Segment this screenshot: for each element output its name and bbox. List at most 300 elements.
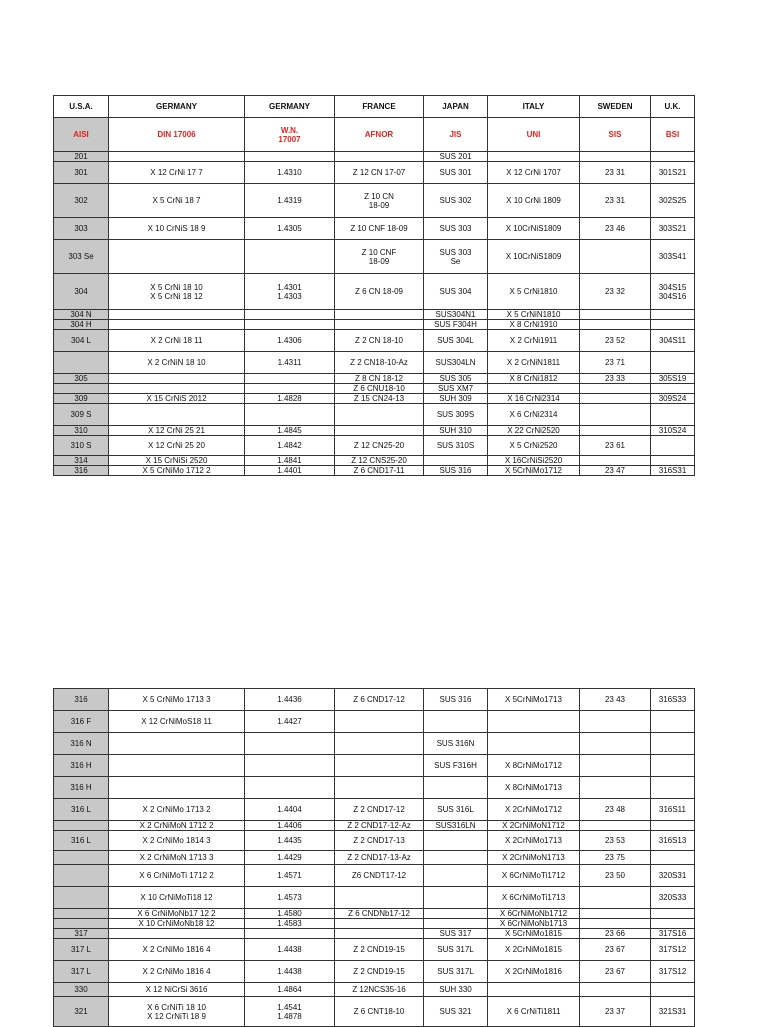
cell-bsi — [651, 152, 695, 162]
cell-bsi — [651, 733, 695, 755]
cell-uni: X 12 CrNi 1707 — [488, 162, 580, 184]
cell-bsi — [651, 404, 695, 426]
cell-aisi: 304 H — [54, 320, 109, 330]
cell-bsi: 321S31 — [651, 997, 695, 1027]
cell-jis: SUS F304H — [424, 320, 488, 330]
cell-bsi — [651, 384, 695, 394]
cell-bsi: 316S33 — [651, 689, 695, 711]
cell-aisi: 310 S — [54, 436, 109, 456]
cell-wn-17007 — [245, 929, 335, 939]
table-row — [54, 394, 695, 404]
cell-jis: SUS 317L — [424, 939, 488, 961]
cell-wn-17007: 1.4583 — [245, 919, 335, 929]
standard-header-sis: SIS — [580, 118, 651, 152]
cell-bsi: 305S19 — [651, 374, 695, 384]
cell-din-17006: X 5 CrNiMo 1713 3 — [109, 689, 245, 711]
cell-sis — [580, 887, 651, 909]
cell-din-17006: X 6 CrNiMoNb17 12 2 — [109, 909, 245, 919]
cell-din-17006 — [109, 777, 245, 799]
cell-wn-17007 — [245, 320, 335, 330]
cell-aisi: 310 — [54, 426, 109, 436]
cell-wn-17007: 1.4438 — [245, 939, 335, 961]
cell-afnor: Z 2 CN18-10-Az — [335, 352, 424, 374]
cell-uni: X 2CrNiMoN1713 — [488, 851, 580, 865]
cell-aisi — [54, 887, 109, 909]
cell-aisi: 316 H — [54, 777, 109, 799]
table-row — [54, 330, 695, 352]
cell-bsi: 302S25 — [651, 184, 695, 218]
cell-uni: X 6CrNiMoNb1713 — [488, 919, 580, 929]
cell-sis: 23 47 — [580, 466, 651, 476]
table-row — [54, 983, 695, 997]
table-row — [54, 755, 695, 777]
cell-bsi — [651, 436, 695, 456]
cell-jis — [424, 887, 488, 909]
cell-wn-17007: 1.4828 — [245, 394, 335, 404]
cell-afnor — [335, 711, 424, 733]
cell-uni: X 6CrNiMoTi1713 — [488, 887, 580, 909]
cell-jis — [424, 865, 488, 887]
cell-afnor: Z 6 CND17-12 — [335, 689, 424, 711]
cell-sis: 23 52 — [580, 330, 651, 352]
cell-wn-17007 — [245, 733, 335, 755]
cell-uni: X 2 CrNi1911 — [488, 330, 580, 352]
standard-header-row — [54, 118, 695, 152]
cell-aisi: 303 Se — [54, 240, 109, 274]
cell-aisi: 317 L — [54, 939, 109, 961]
cell-afnor — [335, 404, 424, 426]
cell-sis: 23 31 — [580, 162, 651, 184]
cell-afnor — [335, 320, 424, 330]
cell-sis: 23 75 — [580, 851, 651, 865]
cell-jis: SUS 316 — [424, 466, 488, 476]
cell-sis — [580, 320, 651, 330]
cell-din-17006 — [109, 310, 245, 320]
cell-aisi: 316 N — [54, 733, 109, 755]
cell-sis: 23 61 — [580, 436, 651, 456]
cell-wn-17007: 1.4301 1.4303 — [245, 274, 335, 310]
cell-din-17006: X 6 CrNiMoTi 1712 2 — [109, 865, 245, 887]
cell-jis: SUS 321 — [424, 997, 488, 1027]
cell-afnor — [335, 733, 424, 755]
cell-din-17006 — [109, 929, 245, 939]
cell-afnor: Z 2 CND17-12-Az — [335, 821, 424, 831]
table-row — [54, 919, 695, 929]
cell-din-17006: X 5 CrNi 18 7 — [109, 184, 245, 218]
cell-sis — [580, 404, 651, 426]
cell-din-17006: X 2 CrNiMoN 1713 3 — [109, 851, 245, 865]
table-row — [54, 777, 695, 799]
cell-uni: X 5 CrNi1810 — [488, 274, 580, 310]
cell-uni: X 8CrNiMo1713 — [488, 777, 580, 799]
cell-uni — [488, 152, 580, 162]
cell-uni: X 2CrNiMo1713 — [488, 831, 580, 851]
cell-uni: X 10 CrNi 1809 — [488, 184, 580, 218]
cell-uni: X 5 CrNi2520 — [488, 436, 580, 456]
cell-sis: 23 67 — [580, 939, 651, 961]
cell-jis: SUS304N1 — [424, 310, 488, 320]
table-row — [54, 887, 695, 909]
cell-bsi — [651, 320, 695, 330]
cell-uni: X 2 CrNiN1811 — [488, 352, 580, 374]
table-row — [54, 310, 695, 320]
cell-uni: X 2CrNiMo1815 — [488, 939, 580, 961]
cell-bsi — [651, 711, 695, 733]
cell-bsi: 304S15 304S16 — [651, 274, 695, 310]
cell-wn-17007 — [245, 374, 335, 384]
cell-uni — [488, 711, 580, 733]
cell-afnor: Z 10 CNF 18-09 — [335, 218, 424, 240]
cell-sis — [580, 909, 651, 919]
cell-din-17006: X 12 CrNi 25 21 — [109, 426, 245, 436]
country-header-uni: ITALY — [488, 96, 580, 118]
cell-aisi: 316 L — [54, 799, 109, 821]
standard-header-aisi: AISI — [54, 118, 109, 152]
steel-grades-table-2 — [53, 688, 695, 1027]
table-row — [54, 689, 695, 711]
cell-aisi: 304 L — [54, 330, 109, 352]
cell-din-17006 — [109, 404, 245, 426]
standard-header-wn-17007: W.N. 17007 — [245, 118, 335, 152]
cell-aisi — [54, 352, 109, 374]
cell-jis — [424, 851, 488, 865]
table-row — [54, 184, 695, 218]
cell-sis — [580, 426, 651, 436]
country-header-din-17006: GERMANY — [109, 96, 245, 118]
cell-wn-17007: 1.4438 — [245, 961, 335, 983]
cell-jis: SUH 309 — [424, 394, 488, 404]
cell-jis: SUS316LN — [424, 821, 488, 831]
cell-afnor: Z 12 CN25-20 — [335, 436, 424, 456]
cell-sis: 23 43 — [580, 689, 651, 711]
cell-bsi — [651, 821, 695, 831]
cell-uni: X 16 CrNi2314 — [488, 394, 580, 404]
cell-uni: X 8CrNiMo1712 — [488, 755, 580, 777]
cell-aisi: 314 — [54, 456, 109, 466]
cell-wn-17007: 1.4310 — [245, 162, 335, 184]
cell-wn-17007: 1.4429 — [245, 851, 335, 865]
cell-aisi: 201 — [54, 152, 109, 162]
cell-afnor: Z 2 CND19-15 — [335, 939, 424, 961]
cell-jis: SUS 303 — [424, 218, 488, 240]
cell-jis: SUS 309S — [424, 404, 488, 426]
cell-jis — [424, 831, 488, 851]
cell-jis — [424, 919, 488, 929]
cell-sis: 23 48 — [580, 799, 651, 821]
cell-jis: SUS 303 Se — [424, 240, 488, 274]
cell-din-17006: X 12 CrNiMoS18 11 — [109, 711, 245, 733]
cell-sis: 23 50 — [580, 865, 651, 887]
table-row — [54, 404, 695, 426]
cell-jis: SUS 201 — [424, 152, 488, 162]
standard-header-uni: UNI — [488, 118, 580, 152]
cell-afnor: Z 8 CN 18-12 — [335, 374, 424, 384]
cell-wn-17007 — [245, 240, 335, 274]
cell-afnor: Z 6 CNDNb17-12 — [335, 909, 424, 919]
cell-aisi: 316 F — [54, 711, 109, 733]
cell-din-17006: X 10 CrNiMoNb18 12 — [109, 919, 245, 929]
cell-wn-17007: 1.4305 — [245, 218, 335, 240]
cell-sis — [580, 240, 651, 274]
table-row — [54, 909, 695, 919]
cell-afnor: Z 12 CNS25-20 — [335, 456, 424, 466]
cell-bsi: 304S11 — [651, 330, 695, 352]
table-row — [54, 384, 695, 394]
cell-bsi: 320S33 — [651, 887, 695, 909]
cell-uni: X 5CrNiMo1712 — [488, 466, 580, 476]
cell-sis: 23 31 — [580, 184, 651, 218]
table-row — [54, 821, 695, 831]
cell-sis — [580, 919, 651, 929]
cell-wn-17007 — [245, 384, 335, 394]
cell-din-17006: X 10 CrNiMoTi18 12 — [109, 887, 245, 909]
cell-din-17006: X 12 NiCrSi 3616 — [109, 983, 245, 997]
cell-afnor: Z 10 CN 18-09 — [335, 184, 424, 218]
cell-din-17006: X 10 CrNiS 18 9 — [109, 218, 245, 240]
cell-wn-17007: 1.4404 — [245, 799, 335, 821]
table-row — [54, 711, 695, 733]
cell-jis: SUS 316N — [424, 733, 488, 755]
table-row — [54, 865, 695, 887]
cell-sis: 23 66 — [580, 929, 651, 939]
cell-din-17006 — [109, 240, 245, 274]
cell-sis — [580, 384, 651, 394]
cell-jis: SUS XM7 — [424, 384, 488, 394]
cell-jis: SUH 330 — [424, 983, 488, 997]
table-row — [54, 851, 695, 865]
cell-aisi: 301 — [54, 162, 109, 184]
cell-wn-17007: 1.4573 — [245, 887, 335, 909]
cell-aisi — [54, 851, 109, 865]
cell-jis: SUH 310 — [424, 426, 488, 436]
cell-aisi: 316 — [54, 466, 109, 476]
cell-afnor — [335, 919, 424, 929]
cell-wn-17007 — [245, 777, 335, 799]
table-row — [54, 320, 695, 330]
country-header-aisi: U.S.A. — [54, 96, 109, 118]
cell-din-17006 — [109, 755, 245, 777]
cell-wn-17007: 1.4864 — [245, 983, 335, 997]
cell-din-17006 — [109, 152, 245, 162]
cell-jis — [424, 711, 488, 733]
cell-afnor: Z 6 CNT18-10 — [335, 997, 424, 1027]
cell-jis: SUS 310S — [424, 436, 488, 456]
cell-afnor — [335, 929, 424, 939]
cell-jis: SUS 317 — [424, 929, 488, 939]
cell-afnor: Z 15 CN24-13 — [335, 394, 424, 404]
cell-bsi: 316S31 — [651, 466, 695, 476]
table-row — [54, 929, 695, 939]
cell-sis: 23 67 — [580, 961, 651, 983]
cell-aisi: 302 — [54, 184, 109, 218]
standard-header-afnor: AFNOR — [335, 118, 424, 152]
table-row — [54, 961, 695, 983]
cell-wn-17007 — [245, 755, 335, 777]
cell-uni — [488, 733, 580, 755]
cell-bsi: 320S31 — [651, 865, 695, 887]
table-row — [54, 466, 695, 476]
cell-uni: X 8 CrNi1812 — [488, 374, 580, 384]
cell-wn-17007: 1.4427 — [245, 711, 335, 733]
table-row — [54, 152, 695, 162]
cell-uni: X 2CrNiMo1816 — [488, 961, 580, 983]
cell-wn-17007: 1.4580 — [245, 909, 335, 919]
table-row — [54, 218, 695, 240]
cell-aisi: 316 H — [54, 755, 109, 777]
standard-header-jis: JIS — [424, 118, 488, 152]
country-header-jis: JAPAN — [424, 96, 488, 118]
cell-din-17006: X 2 CrNiMoN 1712 2 — [109, 821, 245, 831]
cell-din-17006: X 2 CrNiMo 1816 4 — [109, 939, 245, 961]
cell-jis: SUS 302 — [424, 184, 488, 218]
cell-sis — [580, 456, 651, 466]
cell-wn-17007: 1.4541 1.4878 — [245, 997, 335, 1027]
cell-din-17006: X 5 CrNiMo 1712 2 — [109, 466, 245, 476]
cell-uni: X 16CrNiSi2520 — [488, 456, 580, 466]
cell-afnor: Z 12NCS35-16 — [335, 983, 424, 997]
cell-sis — [580, 152, 651, 162]
cell-uni: X 6CrNiMoNb1712 — [488, 909, 580, 919]
cell-jis: SUS 301 — [424, 162, 488, 184]
cell-jis: SUS F316H — [424, 755, 488, 777]
cell-afnor: Z6 CNDT17-12 — [335, 865, 424, 887]
cell-uni — [488, 384, 580, 394]
cell-afnor: Z 2 CND19-15 — [335, 961, 424, 983]
cell-jis: SUS 305 — [424, 374, 488, 384]
cell-bsi: 316S11 — [651, 799, 695, 821]
cell-bsi — [651, 456, 695, 466]
cell-aisi: 303 — [54, 218, 109, 240]
cell-din-17006: X 15 CrNiS 2012 — [109, 394, 245, 404]
table-row — [54, 997, 695, 1027]
cell-bsi: 310S24 — [651, 426, 695, 436]
cell-din-17006: X 5 CrNi 18 10 X 5 CrNi 18 12 — [109, 274, 245, 310]
cell-uni: X 6CrNiMoTi1712 — [488, 865, 580, 887]
cell-afnor — [335, 887, 424, 909]
cell-wn-17007: 1.4845 — [245, 426, 335, 436]
country-header-row — [54, 96, 695, 118]
cell-wn-17007: 1.4571 — [245, 865, 335, 887]
cell-wn-17007: 1.4841 — [245, 456, 335, 466]
country-header-bsi: U.K. — [651, 96, 695, 118]
cell-afnor: Z 6 CND17-11 — [335, 466, 424, 476]
cell-aisi: 330 — [54, 983, 109, 997]
cell-sis: 23 71 — [580, 352, 651, 374]
cell-sis — [580, 310, 651, 320]
cell-aisi: 304 N — [54, 310, 109, 320]
cell-sis — [580, 755, 651, 777]
table-row — [54, 799, 695, 821]
cell-wn-17007: 1.4311 — [245, 352, 335, 374]
cell-jis — [424, 777, 488, 799]
cell-aisi: 316 L — [54, 831, 109, 851]
table-row — [54, 436, 695, 456]
cell-uni — [488, 983, 580, 997]
cell-din-17006: X 6 CrNiTi 18 10 X 12 CrNiTi 18 9 — [109, 997, 245, 1027]
cell-bsi: 309S24 — [651, 394, 695, 404]
table-row — [54, 374, 695, 384]
cell-wn-17007: 1.4435 — [245, 831, 335, 851]
cell-aisi: 309 — [54, 394, 109, 404]
table-row — [54, 831, 695, 851]
cell-wn-17007: 1.4436 — [245, 689, 335, 711]
cell-bsi — [651, 777, 695, 799]
cell-bsi — [651, 919, 695, 929]
table-row — [54, 939, 695, 961]
cell-uni: X 6 CrNi2314 — [488, 404, 580, 426]
cell-din-17006: X 12 CrNi 25 20 — [109, 436, 245, 456]
cell-aisi — [54, 919, 109, 929]
cell-aisi: 305 — [54, 374, 109, 384]
table-row — [54, 733, 695, 755]
cell-afnor — [335, 777, 424, 799]
cell-jis: SUS 304L — [424, 330, 488, 352]
cell-aisi — [54, 821, 109, 831]
cell-uni: X 10CrNiS1809 — [488, 218, 580, 240]
cell-wn-17007: 1.4406 — [245, 821, 335, 831]
cell-sis — [580, 821, 651, 831]
cell-bsi: 316S13 — [651, 831, 695, 851]
cell-wn-17007: 1.4842 — [245, 436, 335, 456]
cell-aisi: 317 — [54, 929, 109, 939]
cell-jis: SUS 316L — [424, 799, 488, 821]
cell-aisi: 304 — [54, 274, 109, 310]
table-row — [54, 352, 695, 374]
cell-afnor — [335, 426, 424, 436]
steel-grades-table-1 — [53, 95, 695, 476]
cell-bsi — [651, 909, 695, 919]
cell-uni: X 2CrNiMo1712 — [488, 799, 580, 821]
cell-aisi — [54, 865, 109, 887]
cell-sis: 23 32 — [580, 274, 651, 310]
cell-din-17006: X 2 CrNiMo 1713 2 — [109, 799, 245, 821]
cell-afnor: Z 6 CNU18-10 — [335, 384, 424, 394]
cell-uni: X 22 CrNi2520 — [488, 426, 580, 436]
cell-aisi — [54, 909, 109, 919]
standard-header-bsi: BSI — [651, 118, 695, 152]
table-row — [54, 162, 695, 184]
cell-sis: 23 53 — [580, 831, 651, 851]
cell-afnor: Z 6 CN 18-09 — [335, 274, 424, 310]
cell-sis — [580, 777, 651, 799]
cell-din-17006: X 12 CrNi 17 7 — [109, 162, 245, 184]
cell-wn-17007 — [245, 152, 335, 162]
cell-aisi — [54, 384, 109, 394]
cell-uni: X 5 CrNiN1810 — [488, 310, 580, 320]
cell-bsi — [651, 851, 695, 865]
cell-din-17006: X 2 CrNiMo 1814 3 — [109, 831, 245, 851]
table-row — [54, 274, 695, 310]
cell-bsi: 301S21 — [651, 162, 695, 184]
cell-bsi: 317S16 — [651, 929, 695, 939]
cell-sis: 23 37 — [580, 997, 651, 1027]
cell-bsi — [651, 352, 695, 374]
cell-bsi — [651, 983, 695, 997]
cell-aisi: 317 L — [54, 961, 109, 983]
cell-aisi: 309 S — [54, 404, 109, 426]
cell-jis — [424, 909, 488, 919]
cell-uni: X 2CrNiMoN1712 — [488, 821, 580, 831]
cell-afnor: Z 2 CND17-13 — [335, 831, 424, 851]
cell-din-17006: X 2 CrNi 18 11 — [109, 330, 245, 352]
cell-din-17006 — [109, 374, 245, 384]
cell-uni: X 8 CrNi1910 — [488, 320, 580, 330]
cell-wn-17007: 1.4319 — [245, 184, 335, 218]
table-row — [54, 456, 695, 466]
cell-sis — [580, 733, 651, 755]
cell-din-17006 — [109, 733, 245, 755]
cell-uni: X 6 CrNiTi1811 — [488, 997, 580, 1027]
